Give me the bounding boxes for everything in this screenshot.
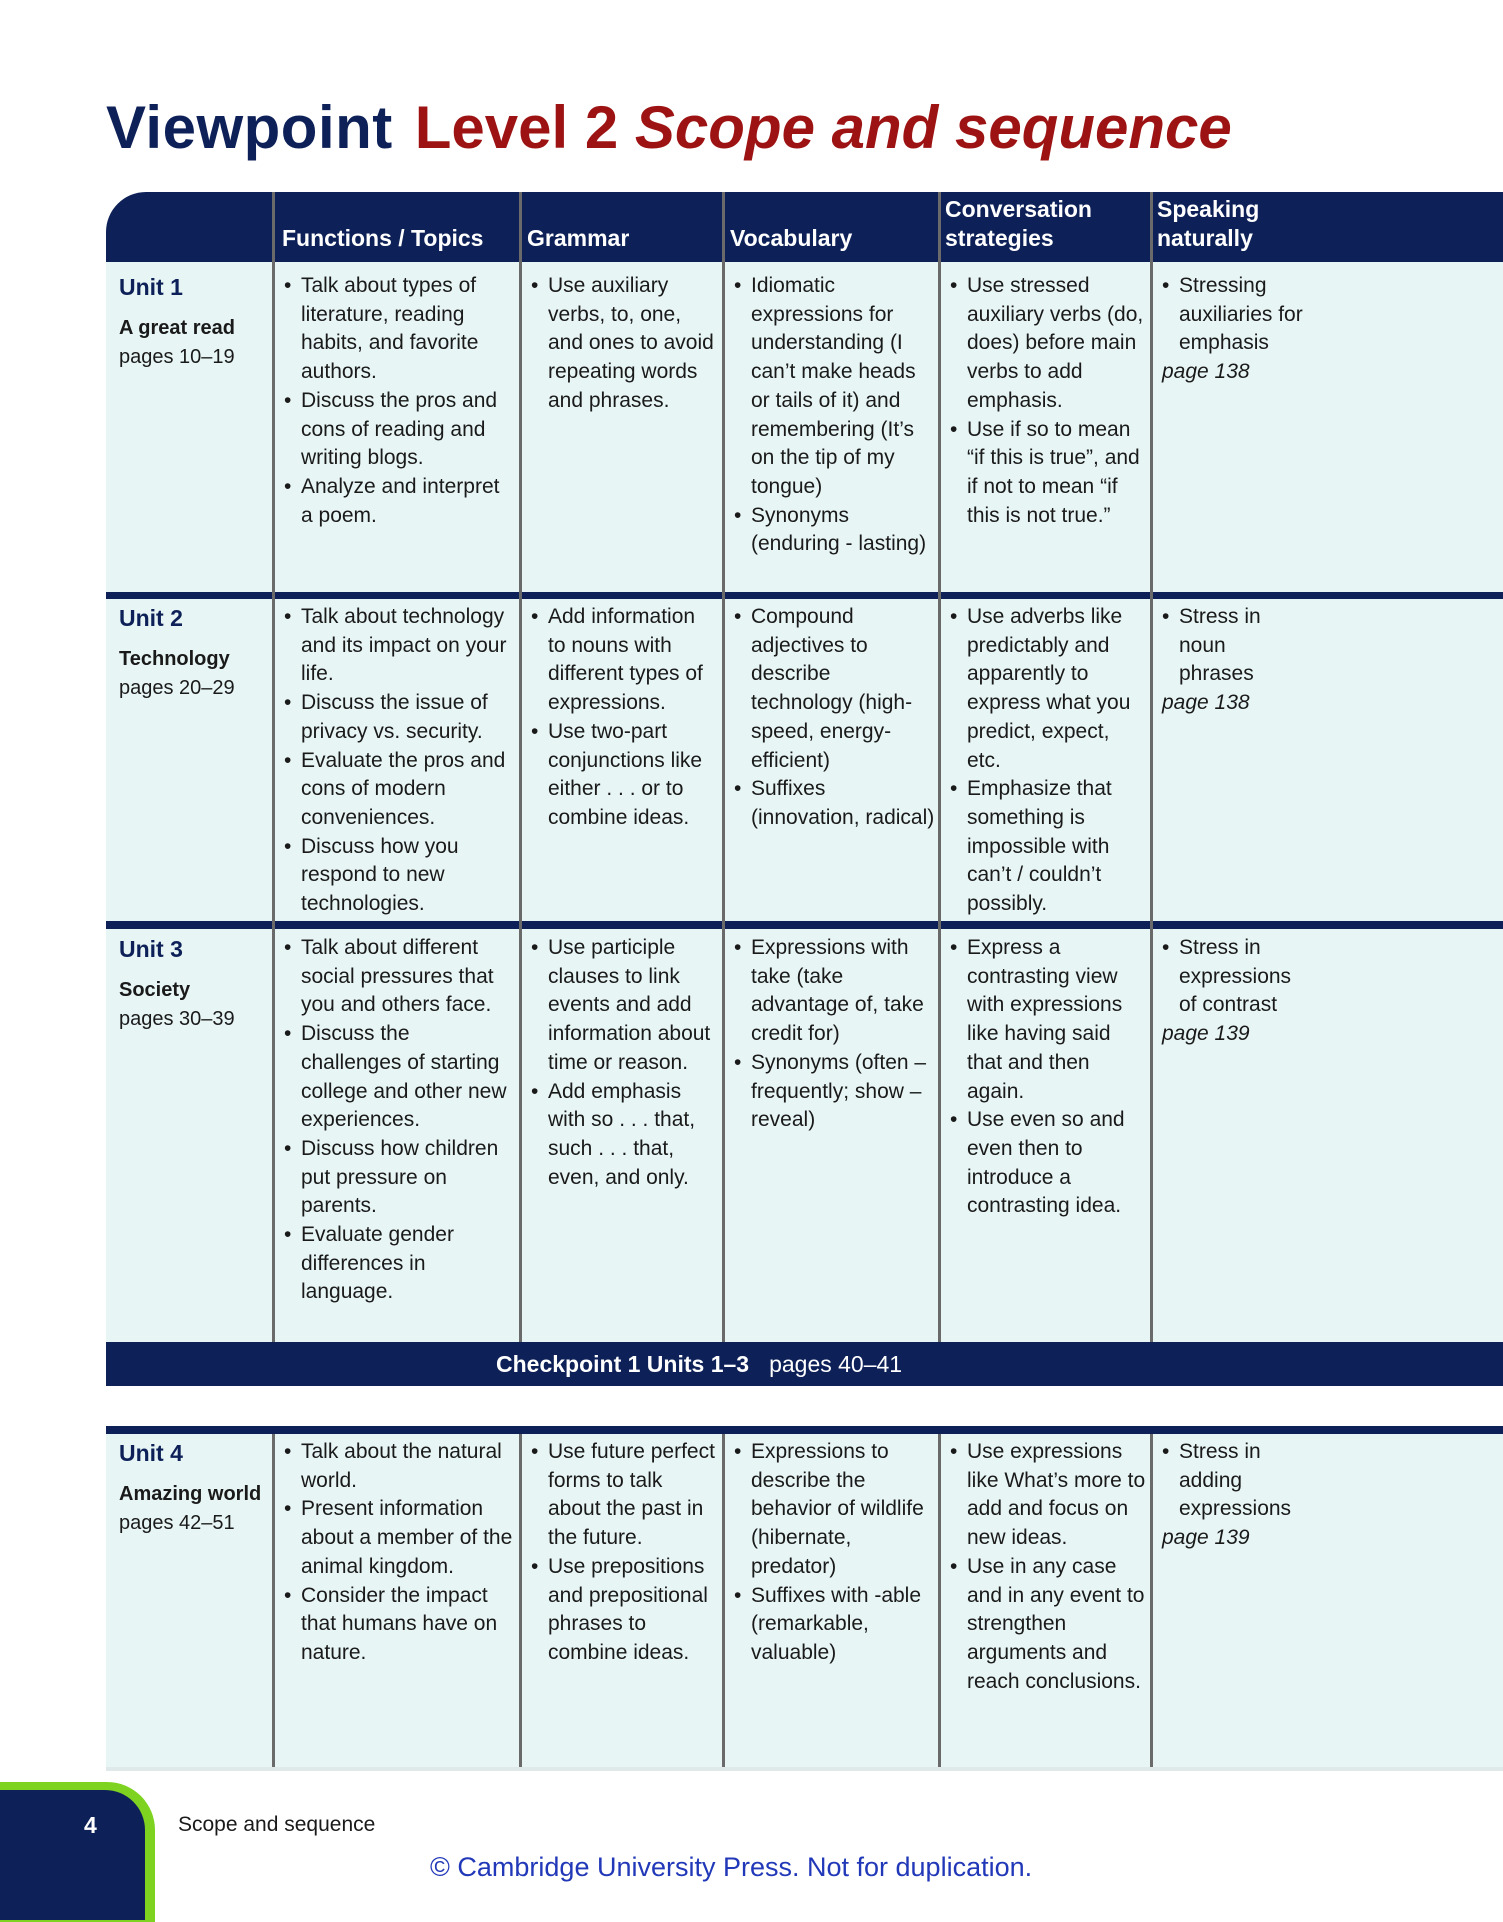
list-item: • Expressions with take (take advantage of, take credit for)	[734, 934, 936, 1049]
unit-2-label	[119, 603, 269, 702]
unit-number: Unit 1	[119, 274, 183, 300]
list-item: • Use in any case and in any event to strengthen arguments and reach conclusions.	[950, 1553, 1146, 1697]
checkpoint-label: Checkpoint 1 Units 1–3	[496, 1351, 750, 1377]
col-header-vocabulary: Vocabulary	[730, 225, 853, 251]
list-item: • Analyze and interpret a poem.	[284, 473, 514, 530]
unit-3-functions	[284, 934, 514, 1307]
list-item: • Suffixes (innovation, radical)	[734, 775, 936, 832]
list-item: • Synonyms (often – frequently; show – reveal)	[734, 1049, 936, 1135]
list-item: • Evaluate gender differences in language.	[284, 1221, 514, 1307]
unit-4-speaking	[1162, 1438, 1312, 1553]
list-item: • Talk about the natural world.	[284, 1438, 514, 1495]
list-item: • Talk about types of literature, reading habits, and favorite authors.	[284, 272, 514, 387]
list-item: • Use future perfect forms to talk about the past in the future.	[531, 1438, 718, 1553]
list-item: • Stress in noun phrases	[1162, 603, 1292, 689]
unit-pages: pages 42–51	[119, 1511, 235, 1534]
list-item: • Use stressed auxiliary verbs (do, does) before main verbs to add emphasis.	[950, 272, 1146, 416]
table-bottom-edge	[106, 1767, 1503, 1771]
list-item: • Use even so and even then to introduce a contrasting idea.	[950, 1106, 1146, 1221]
unit-2-conversation	[950, 603, 1146, 919]
unit-title: Society	[119, 979, 191, 1001]
unit-3-label	[119, 934, 269, 1033]
unit-1-functions	[284, 272, 514, 530]
list-item: • Talk about different social pressures that you and others face.	[284, 934, 514, 1020]
column-divider	[519, 1434, 522, 1767]
unit-2-grammar	[531, 603, 718, 833]
unit-1-grammar	[531, 272, 718, 416]
column-divider	[272, 1434, 275, 1767]
column-divider	[722, 1434, 725, 1767]
unit-1-conversation	[950, 272, 1146, 530]
unit-title: A great read	[119, 317, 235, 339]
list-item: • Discuss the challenges of starting college and other new experiences.	[284, 1020, 514, 1135]
list-item: • Present information about a member of the animal kingdom.	[284, 1495, 514, 1581]
unit-1-vocabulary	[734, 272, 936, 559]
footer-tab	[0, 1790, 145, 1920]
speaking-page-ref: page 138	[1162, 691, 1250, 715]
unit-4-grammar	[531, 1438, 718, 1668]
unit-2-speaking	[1162, 603, 1292, 718]
copyright-notice: © Cambridge University Press. Not for duplication.	[430, 1852, 1033, 1882]
list-item: • Stress in expressions of contrast	[1162, 934, 1312, 1020]
list-item: • Add information to nouns with different types of expressions.	[531, 603, 718, 718]
speaking-page-ref: page 139	[1162, 1022, 1250, 1046]
row-divider	[106, 592, 1503, 599]
title-level: Level 2	[414, 94, 619, 161]
unit-3-speaking	[1162, 934, 1312, 1049]
list-item: • Synonyms (enduring - lasting)	[734, 502, 936, 559]
unit-4-label	[119, 1438, 269, 1537]
list-item: • Discuss the issue of privacy vs. security.	[284, 689, 514, 746]
checkpoint-pages: pages 40–41	[769, 1351, 903, 1377]
col-header-speaking: Speaking naturally	[1157, 196, 1260, 251]
list-item: • Consider the impact that humans have on nature.	[284, 1582, 514, 1668]
list-item: • Compound adjectives to describe technology (high-speed, energy-efficient)	[734, 603, 936, 775]
unit-pages: pages 30–39	[119, 1007, 235, 1030]
unit-2-vocabulary	[734, 603, 936, 833]
unit-4-functions	[284, 1438, 514, 1668]
checkpoint-bar	[106, 1342, 1503, 1386]
unit-1-label	[119, 272, 269, 371]
list-item: • Use if so to mean “if this is true”, and if not to mean “if this is not true.”	[950, 416, 1146, 531]
list-item: • Stress in adding expressions	[1162, 1438, 1312, 1524]
table-header	[106, 192, 1503, 262]
list-item: • Talk about technology and its impact on your life.	[284, 603, 514, 689]
unit-number: Unit 4	[119, 1440, 183, 1466]
column-divider	[1150, 1434, 1153, 1767]
list-item: • Suffixes with -able (remarkable, valuable)	[734, 1582, 936, 1668]
unit-title: Amazing world	[119, 1483, 262, 1505]
row-divider	[106, 1426, 1503, 1434]
page-number: 4	[84, 1812, 97, 1838]
list-item: • Use auxiliary verbs, to, one, and ones to avoid repeating words and phrases.	[531, 272, 718, 416]
column-divider	[722, 192, 725, 1342]
list-item: • Discuss how you respond to new technologies.	[284, 833, 514, 919]
unit-pages: pages 20–29	[119, 676, 235, 699]
col-header-conversation: Conversation strategies	[945, 196, 1092, 251]
title-scope: Scope and sequence	[634, 94, 1232, 161]
unit-1-speaking	[1162, 272, 1332, 387]
list-item: • Add emphasis with so . . . that, such . . . that, even, and only.	[531, 1078, 718, 1193]
column-divider	[1150, 192, 1153, 1342]
column-divider	[938, 192, 941, 1342]
list-item: • Use participle clauses to link events and add information about time or reason.	[531, 934, 718, 1078]
unit-3-conversation	[950, 934, 1146, 1221]
list-item: • Express a contrasting view with expressions like having said that and then again.	[950, 934, 1146, 1106]
unit-number: Unit 2	[119, 605, 183, 631]
unit-3-grammar	[531, 934, 718, 1192]
col-header-grammar: Grammar	[527, 225, 630, 251]
speaking-page-ref: page 138	[1162, 360, 1250, 384]
column-divider	[938, 1434, 941, 1767]
speaking-page-ref: page 139	[1162, 1526, 1250, 1550]
list-item: • Use prepositions and prepositional phrases to combine ideas.	[531, 1553, 718, 1668]
list-item: • Discuss how children put pressure on parents.	[284, 1135, 514, 1221]
column-divider	[519, 192, 522, 1342]
list-item: • Idiomatic expressions for understanding (I can’t make heads or tails of it) and remembering (It’s on the tip of my tongue)	[734, 272, 936, 502]
page-title	[106, 88, 1232, 168]
column-divider	[272, 192, 275, 1342]
unit-4-conversation	[950, 1438, 1146, 1696]
list-item: • Use adverbs like predictably and apparently to express what you predict, expect, etc.	[950, 603, 1146, 775]
unit-pages: pages 10–19	[119, 345, 235, 368]
row-divider	[106, 921, 1503, 929]
list-item: • Expressions to describe the behavior of wildlife (hibernate, predator)	[734, 1438, 936, 1582]
unit-2-functions	[284, 603, 514, 919]
col-header-functions: Functions / Topics	[282, 225, 484, 251]
unit-3-vocabulary	[734, 934, 936, 1135]
list-item: • Emphasize that something is impossible with can’t / couldn’t possibly.	[950, 775, 1146, 919]
list-item: • Use two-part conjunctions like either . . . or to combine ideas.	[531, 718, 718, 833]
list-item: • Stressing auxiliaries for emphasis	[1162, 272, 1332, 358]
footer-section-label: Scope and sequence	[178, 1813, 376, 1836]
title-brand: Viewpoint	[106, 94, 393, 161]
list-item: • Use expressions like What’s more to add and focus on new ideas.	[950, 1438, 1146, 1553]
unit-title: Technology	[119, 648, 230, 670]
unit-number: Unit 3	[119, 936, 183, 962]
list-item: • Discuss the pros and cons of reading and writing blogs.	[284, 387, 514, 473]
unit-4-vocabulary	[734, 1438, 936, 1668]
list-item: • Evaluate the pros and cons of modern conveniences.	[284, 747, 514, 833]
